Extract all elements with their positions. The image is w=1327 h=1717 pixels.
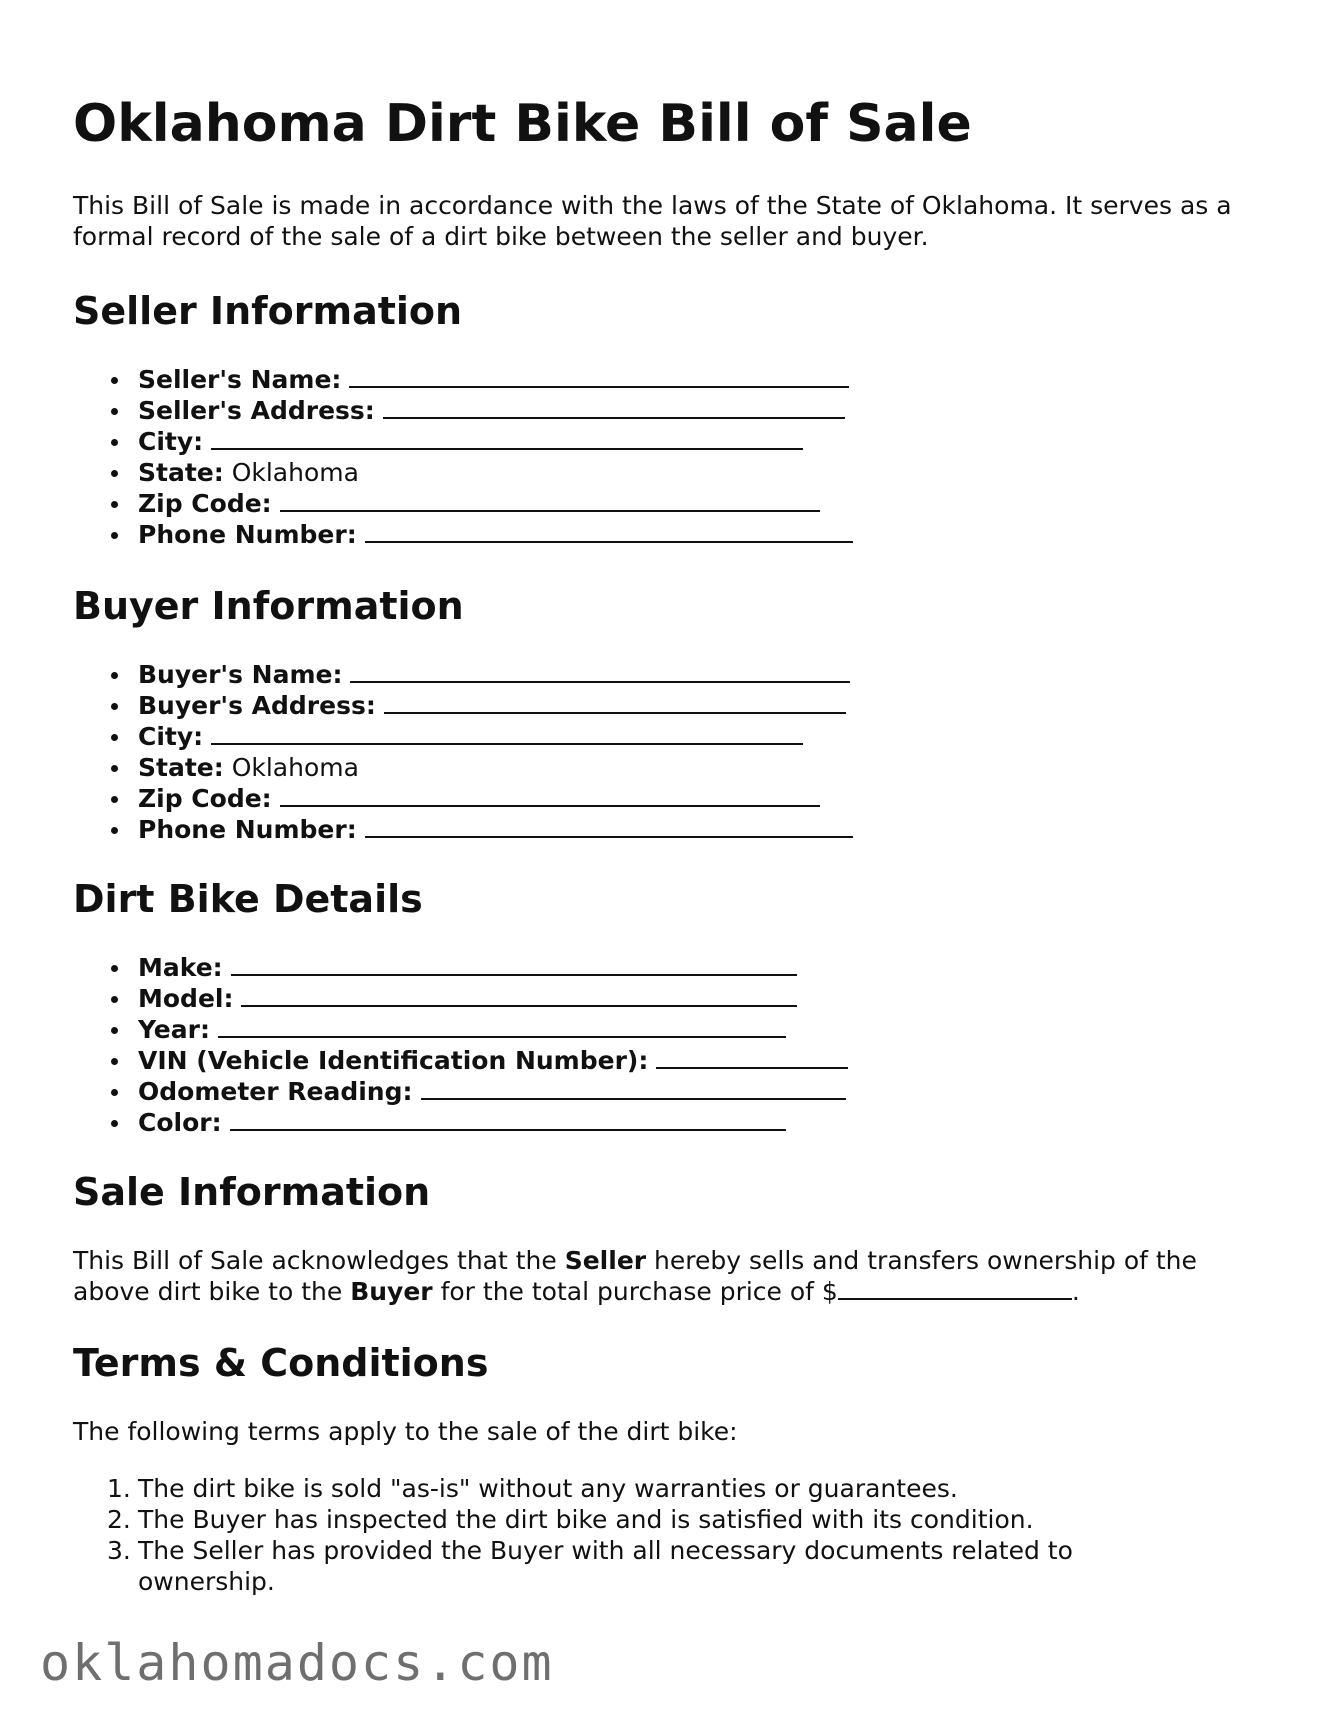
- sale-text: This Bill of Sale acknowledges that the: [73, 1246, 565, 1275]
- bike-vin-field: [73, 1045, 848, 1076]
- buyer-phone-field: [73, 814, 853, 845]
- fill-in-line[interactable]: [218, 1014, 786, 1038]
- field-label: City:: [138, 427, 204, 456]
- term-text: The Buyer has inspected the dirt bike and is satisfied with its condition.: [138, 1505, 1034, 1534]
- field-label: Year:: [138, 1015, 210, 1044]
- field-label: Buyer's Name:: [138, 660, 343, 689]
- fill-in-line[interactable]: [421, 1076, 846, 1100]
- watermark: oklahomadocs.com: [40, 1634, 554, 1692]
- buyer-state-field: [73, 752, 853, 783]
- sale-text: .: [1071, 1277, 1080, 1306]
- buyer-name-field: [73, 659, 853, 690]
- fill-in-line[interactable]: [365, 519, 853, 543]
- buyer-fields: [73, 659, 853, 845]
- seller-name-field: [73, 364, 853, 395]
- fill-in-line[interactable]: [231, 952, 797, 976]
- intro-paragraph: This Bill of Sale is made in accordance with the laws of the State of Oklahoma. It serves as a formal record of the sale of a dirt bike between the seller and buyer.: [73, 191, 1232, 251]
- fill-in-line[interactable]: [230, 1107, 786, 1131]
- field-label: VIN (Vehicle Identification Number):: [138, 1046, 649, 1075]
- fill-in-line[interactable]: [350, 659, 850, 683]
- field-label: Seller's Address:: [138, 396, 375, 425]
- bike-color-field: [73, 1107, 848, 1138]
- buyer-address-field: [73, 690, 853, 721]
- fill-in-line[interactable]: [383, 395, 845, 419]
- field-label: Zip Code:: [138, 784, 272, 813]
- sale-paragraph: [73, 1245, 1263, 1307]
- term-item: [73, 1535, 1188, 1597]
- field-label: Phone Number:: [138, 815, 357, 844]
- seller-heading: Seller Information: [73, 289, 463, 333]
- field-value: Oklahoma: [231, 753, 359, 782]
- field-label: Odometer Reading:: [138, 1077, 413, 1106]
- field-value: Oklahoma: [231, 458, 359, 487]
- fill-in-line[interactable]: [349, 364, 849, 388]
- term-number: 2.: [107, 1505, 131, 1534]
- bike-fields: [73, 952, 848, 1138]
- fill-in-line[interactable]: [656, 1045, 848, 1069]
- bike-model-field: [73, 983, 848, 1014]
- fill-in-line[interactable]: [384, 690, 846, 714]
- sale-text: for the total purchase price of $: [432, 1277, 838, 1306]
- terms-heading: Terms & Conditions: [73, 1341, 489, 1385]
- sale-text: hereby sells and transfers ownership of the above dirt bike to the: [73, 1246, 1197, 1306]
- buyer-heading: Buyer Information: [73, 584, 464, 628]
- field-label: City:: [138, 722, 204, 751]
- fill-in-line[interactable]: [211, 721, 803, 745]
- field-label: Color:: [138, 1108, 222, 1137]
- seller-address-field: [73, 395, 853, 426]
- fill-in-line[interactable]: [365, 814, 853, 838]
- fill-in-line[interactable]: [211, 426, 803, 450]
- purchase-price-line[interactable]: [838, 1276, 1072, 1300]
- fill-in-line[interactable]: [241, 983, 797, 1007]
- bike-heading: Dirt Bike Details: [73, 877, 423, 921]
- buyer-word: Buyer: [350, 1277, 433, 1306]
- fill-in-line[interactable]: [280, 488, 820, 512]
- buyer-city-field: [73, 721, 853, 752]
- field-label: Zip Code:: [138, 489, 272, 518]
- sale-heading: Sale Information: [73, 1170, 431, 1214]
- field-label: Seller's Name:: [138, 365, 342, 394]
- seller-fields: [73, 364, 853, 550]
- field-label: Buyer's Address:: [138, 691, 376, 720]
- bike-odometer-field: [73, 1076, 848, 1107]
- field-label: Phone Number:: [138, 520, 357, 549]
- seller-word: Seller: [564, 1246, 647, 1275]
- field-label: Model:: [138, 984, 234, 1013]
- term-item: [73, 1473, 1188, 1504]
- terms-intro: The following terms apply to the sale of the dirt bike:: [73, 1417, 738, 1446]
- term-text: The dirt bike is sold "as-is" without any warranties or guarantees.: [138, 1474, 958, 1503]
- term-item: [73, 1504, 1188, 1535]
- term-number: 1.: [107, 1474, 131, 1503]
- field-label: Make:: [138, 953, 223, 982]
- buyer-zip-field: [73, 783, 853, 814]
- term-number: 3.: [107, 1536, 131, 1565]
- document-title: Oklahoma Dirt Bike Bill of Sale: [73, 94, 972, 154]
- field-label: State:: [138, 458, 224, 487]
- terms-list: [73, 1473, 1188, 1597]
- seller-state-field: [73, 457, 853, 488]
- term-text: The Seller has provided the Buyer with all necessary documents related to ownership.: [138, 1536, 1073, 1596]
- seller-city-field: [73, 426, 853, 457]
- fill-in-line[interactable]: [280, 783, 820, 807]
- field-label: State:: [138, 753, 224, 782]
- bike-make-field: [73, 952, 848, 983]
- seller-phone-field: [73, 519, 853, 550]
- seller-zip-field: [73, 488, 853, 519]
- bike-year-field: [73, 1014, 848, 1045]
